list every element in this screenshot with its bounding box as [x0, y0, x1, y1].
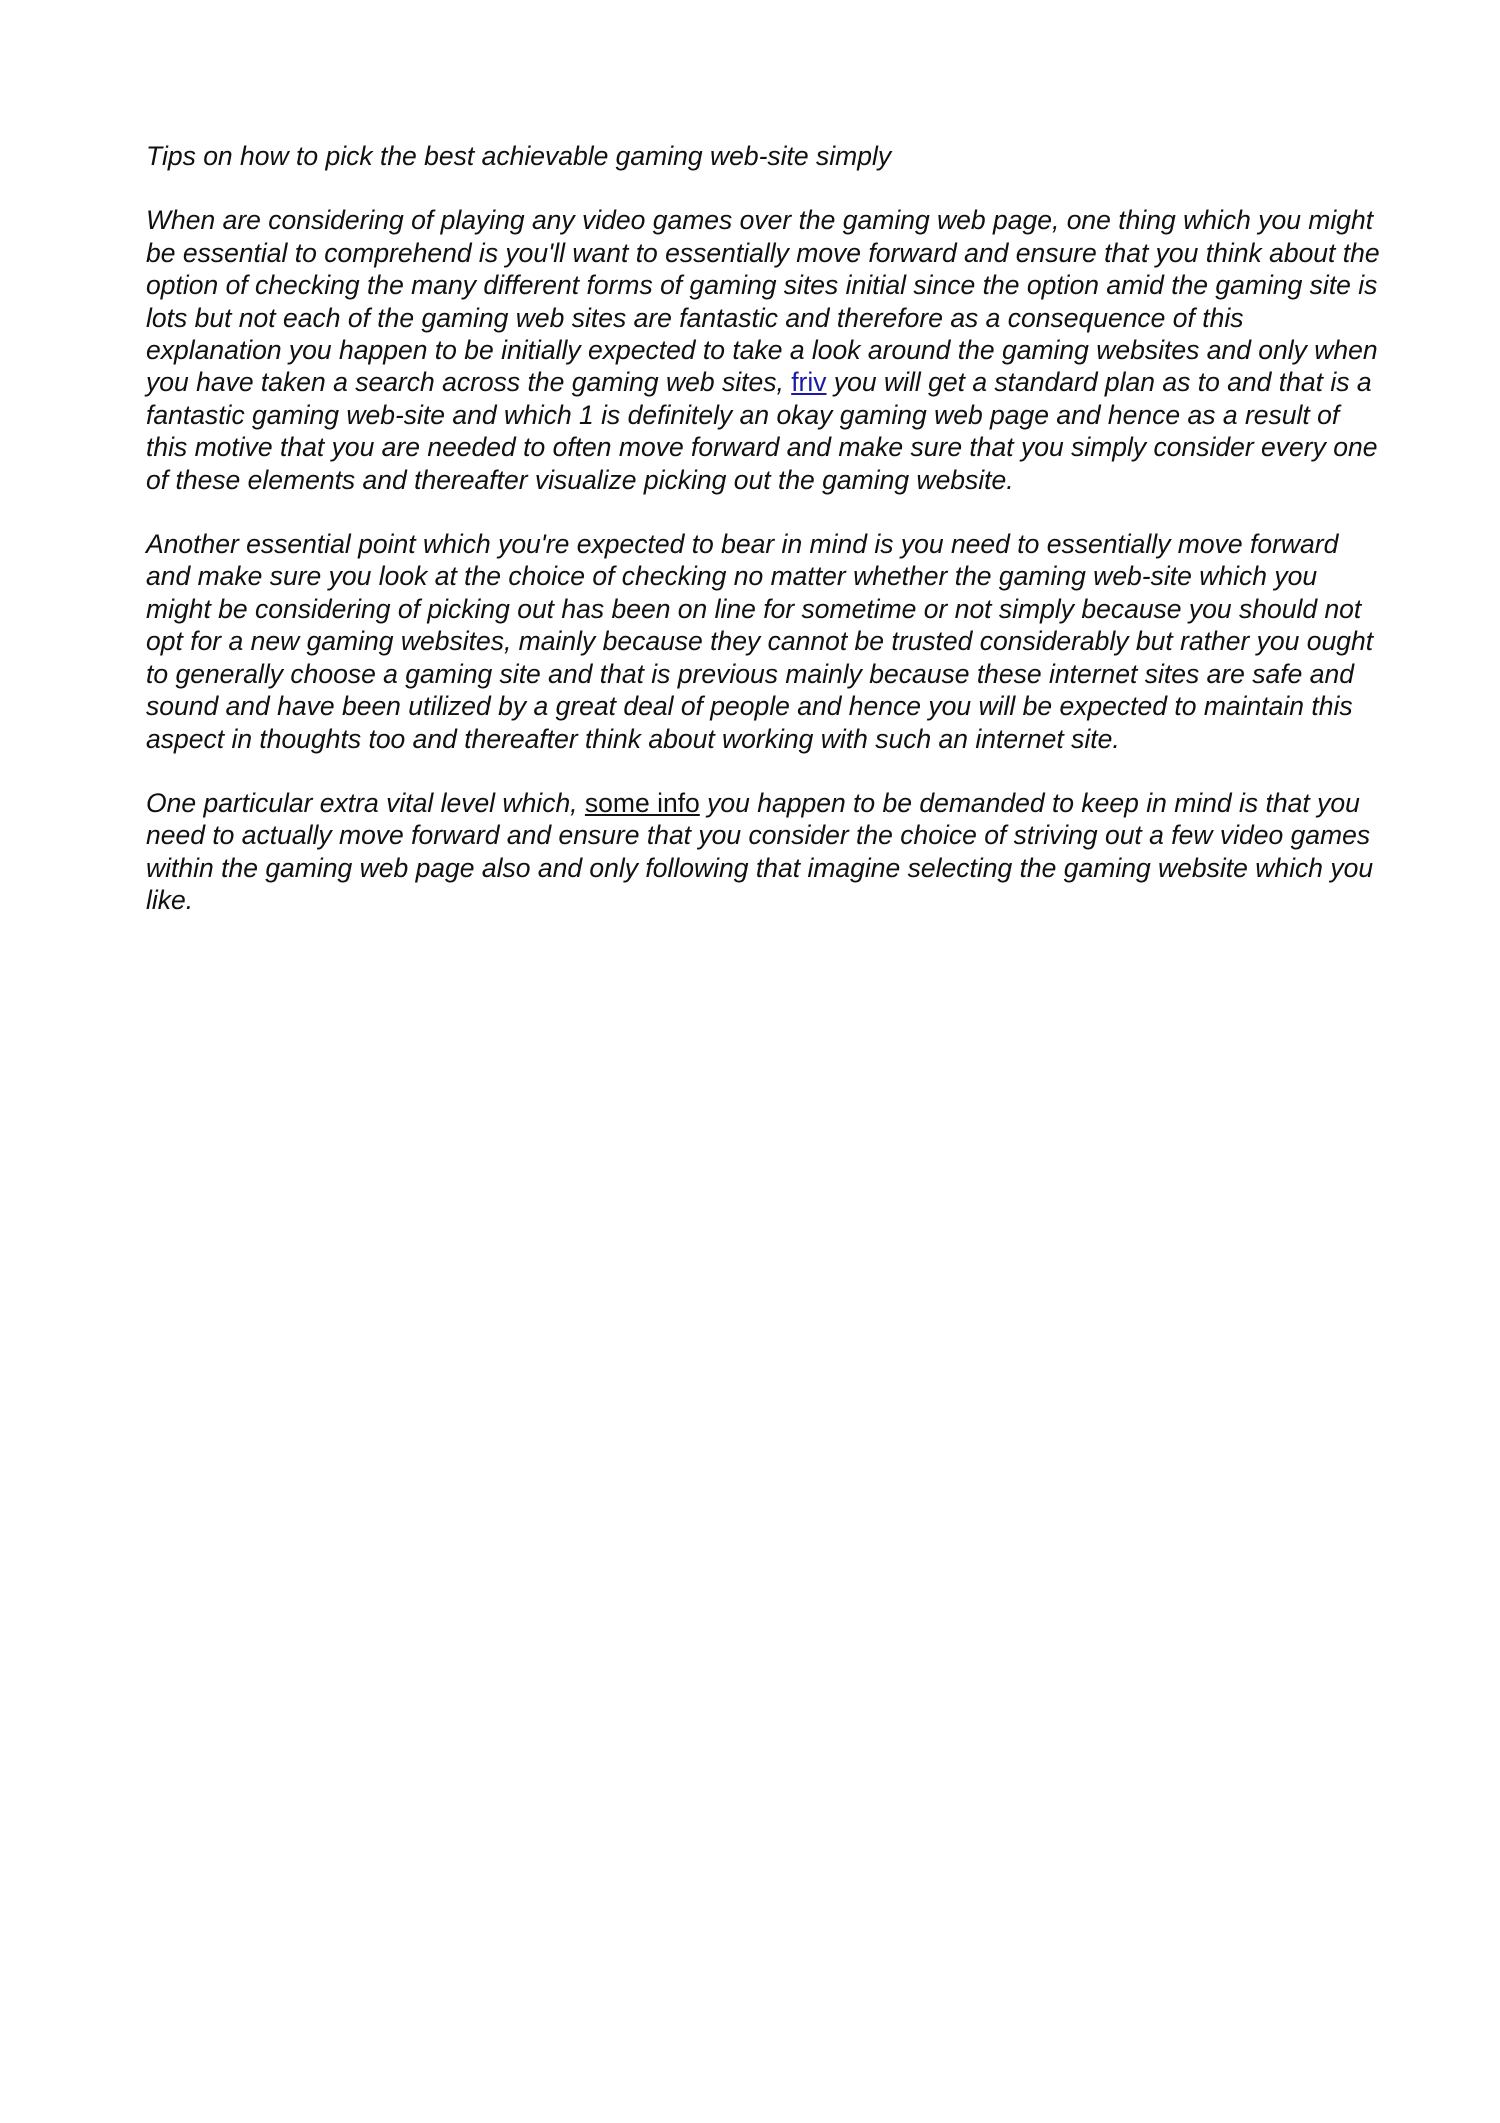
some-info-link[interactable]: some info — [584, 787, 700, 818]
document-title: Tips on how to pick the best achievable gaming web-site simply — [146, 141, 892, 171]
paragraph-1-text-after: you will get a standard plan as to and that is a fantastic gaming web-site and which 1 is definitely an okay gaming web page and hence as a result of this motive that you are needed to often move forward and make sure that you simply consider every one of these elements and thereafter visualize picking out the gaming website. — [146, 367, 1378, 495]
paragraph-1 — [146, 204, 1386, 496]
document-body — [146, 140, 1386, 949]
paragraph-2: Another essential point which you're expected to bear in mind is you need to essentially move forward and make sure you look at the choice of checking no matter whether the gaming web-site which you might be considering of picking out has been on line for sometime or not simply because you should not opt for a new gaming websites, mainly because they cannot be trusted considerably but rather you ought to generally choose a gaming site and that is previous mainly because these internet sites are safe and sound and have been utilized by a great deal of people and hence you will be expected to maintain this aspect in thoughts too and thereafter think about working with such an internet site. — [146, 529, 1374, 754]
paragraph-3-text-after: you happen to be demanded to keep in mind is that you need to actually move forward and ensure that you consider the choice of striving out a few video games within the gaming web page also and only following that imagine selecting the gaming website which you like. — [146, 787, 1374, 916]
paragraph-3-text-before: One particular extra vital level which, — [146, 787, 585, 818]
paragraph-1-text-before: When are considering of playing any video games over the gaming web page, one thing which you might be essential to comprehend is you'll want to essentially move forward and ensure that you think about the option of checking the many different forms of gaming sites initial since the option amid the gaming site is lots but not each of the gaming web sites are fantastic and therefore as a consequence of this explanation you happen to be initially expected to take a look around the gaming websites and only when you have taken a search across the gaming web sites, — [146, 205, 1380, 398]
paragraph-3 — [146, 787, 1386, 917]
friv-link[interactable]: friv — [791, 367, 827, 398]
